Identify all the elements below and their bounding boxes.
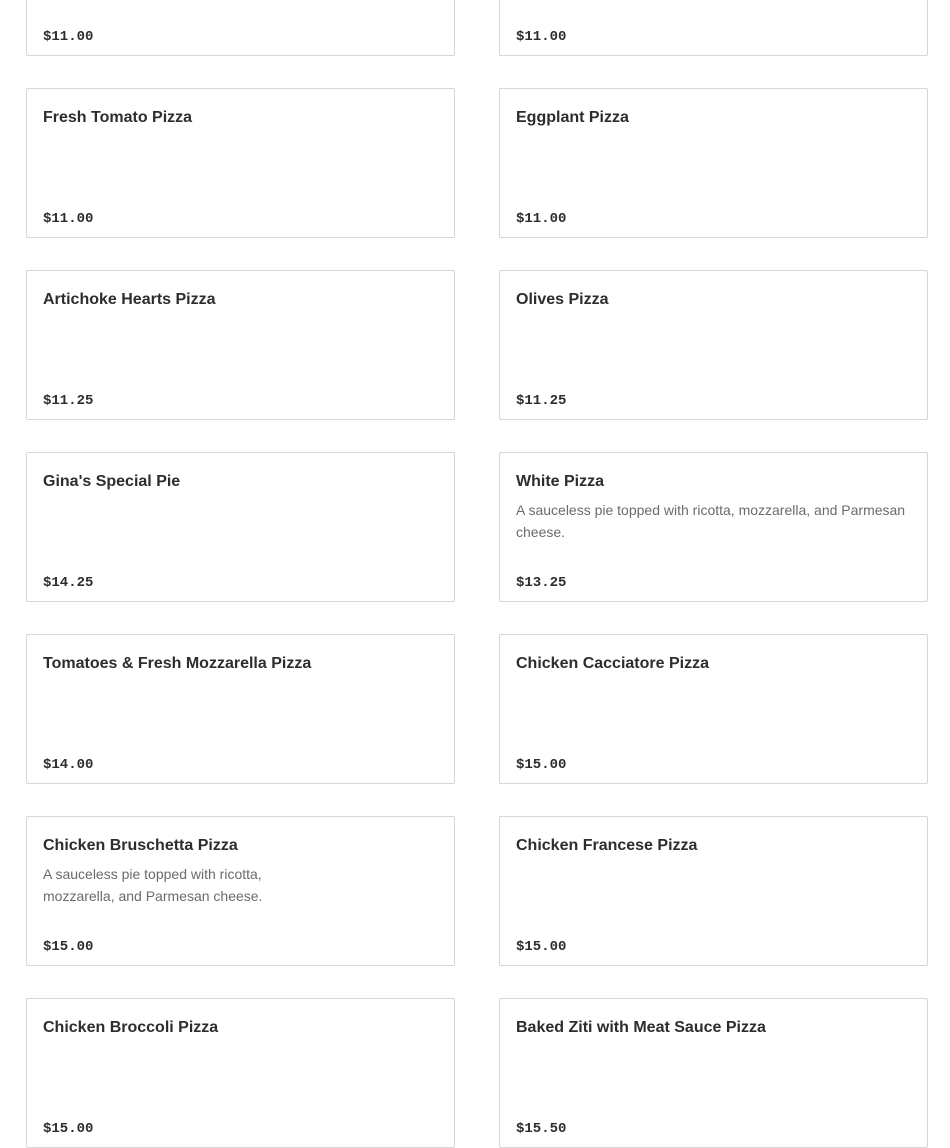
menu-item-name: Olives Pizza bbox=[516, 291, 609, 308]
menu-item-price: $11.00 bbox=[516, 29, 567, 45]
menu-item-name: Gina's Special Pie bbox=[43, 473, 181, 490]
menu-item-price: $15.50 bbox=[516, 1121, 567, 1137]
menu-item-card[interactable] bbox=[26, 452, 455, 602]
menu-item-name: Eggplant Pizza bbox=[516, 109, 629, 126]
menu-item-description: A sauceless pie topped with ricotta, mozzarella, and Parmesan cheese. bbox=[43, 866, 263, 904]
menu-item-name: Artichoke Hearts Pizza bbox=[43, 291, 216, 308]
menu-item-price: $11.25 bbox=[43, 393, 94, 409]
menu-item-card[interactable] bbox=[26, 816, 455, 966]
menu-item-price: $15.00 bbox=[516, 939, 567, 955]
menu-item-price: $15.00 bbox=[516, 757, 567, 773]
menu-item-price: $11.25 bbox=[516, 393, 567, 409]
menu-item-card[interactable] bbox=[499, 452, 928, 602]
menu-item-card[interactable] bbox=[26, 0, 455, 56]
menu-item-grid bbox=[26, 0, 928, 1148]
menu-item-card[interactable] bbox=[499, 0, 928, 56]
menu-item-card[interactable] bbox=[26, 270, 455, 420]
menu-item-card[interactable] bbox=[499, 634, 928, 784]
menu-item-name: White Pizza bbox=[516, 473, 605, 490]
menu-item-name: Chicken Cacciatore Pizza bbox=[516, 655, 709, 672]
menu-item-card[interactable] bbox=[499, 998, 928, 1148]
menu-item-price: $14.25 bbox=[43, 575, 94, 591]
menu-item-card[interactable] bbox=[499, 270, 928, 420]
menu-item-price: $11.00 bbox=[43, 29, 94, 45]
menu-item-price: $14.00 bbox=[43, 757, 94, 773]
menu-item-price: $15.00 bbox=[43, 1121, 94, 1137]
menu-item-name: Baked Ziti with Meat Sauce Pizza bbox=[516, 1019, 766, 1036]
menu-item-card[interactable] bbox=[499, 88, 928, 238]
menu-item-price: $11.00 bbox=[516, 211, 567, 227]
menu-item-description: A sauceless pie topped with ricotta, mozzarella, and Parmesan cheese. bbox=[516, 502, 906, 540]
menu-item-price: $13.25 bbox=[516, 575, 567, 591]
menu-item-card[interactable] bbox=[26, 998, 455, 1148]
menu-item-price: $15.00 bbox=[43, 939, 94, 955]
menu-item-name: Tomatoes & Fresh Mozzarella Pizza bbox=[43, 655, 312, 672]
menu-item-card[interactable] bbox=[26, 88, 455, 238]
menu-item-card[interactable] bbox=[26, 634, 455, 784]
menu-item-card[interactable] bbox=[499, 816, 928, 966]
menu-item-name: Chicken Broccoli Pizza bbox=[43, 1019, 219, 1036]
menu-item-name: Chicken Bruschetta Pizza bbox=[43, 837, 238, 854]
menu-item-name: Fresh Tomato Pizza bbox=[43, 109, 193, 126]
menu-item-name: Chicken Francese Pizza bbox=[516, 837, 698, 854]
menu-item-price: $11.00 bbox=[43, 211, 94, 227]
